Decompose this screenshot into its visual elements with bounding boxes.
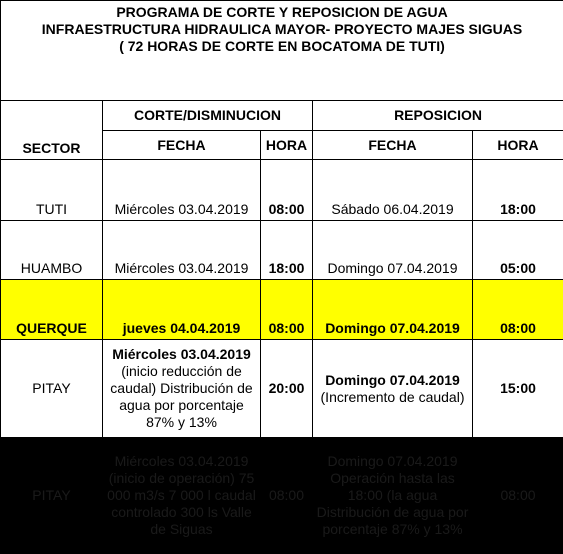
title-cell — [1, 1, 563, 101]
repo-hora-cell: 08:00 — [473, 280, 563, 340]
corte-fecha-cell: Miércoles 03.04.2019 (inicio de operación) 75 000 m3/s 7 000 l caudal controlado 300 ls Valle de Siguas — [103, 438, 261, 554]
sector-cell: TUTI — [1, 160, 103, 221]
repo-fecha-cell — [313, 340, 473, 438]
sector-cell: PITAY — [1, 340, 103, 438]
corte-fecha-note: (inicio reducción de caudal) Distribución de agua por porcentaje 87% y 13% — [105, 363, 258, 431]
corte-hora-header: HORA — [261, 131, 313, 160]
title-line-2: INFRAESTRUCTURA HIDRAULICA MAYOR- PROYECTO MAJES SIGUAS — [1, 21, 563, 38]
sector-cell: HUAMBO — [1, 221, 103, 280]
corte-hora-cell: 08:00 — [261, 438, 313, 554]
title-line-1: PROGRAMA DE CORTE Y REPOSICION DE AGUA — [1, 4, 563, 21]
repo-hora-cell: 15:00 — [473, 340, 563, 438]
table-row-highlighted — [1, 280, 563, 340]
title-row — [1, 1, 563, 101]
corte-fecha-cell: Miércoles 03.04.2019 — [103, 160, 261, 221]
corte-header: CORTE/DISMINUCION — [103, 101, 313, 131]
title-line-3: ( 72 HORAS DE CORTE EN BOCATOMA DE TUTI) — [1, 38, 563, 55]
table-row — [1, 221, 563, 280]
corte-fecha-cell: jueves 04.04.2019 — [103, 280, 261, 340]
repo-hora-cell: 08:00 — [473, 438, 563, 554]
repo-fecha-note: (Incremento de caudal) — [315, 389, 470, 406]
corte-hora-cell: 18:00 — [261, 221, 313, 280]
sector-cell: PITAY — [1, 438, 103, 554]
repo-fecha-cell: Domingo 07.04.2019 — [313, 280, 473, 340]
reposicion-header: REPOSICION — [313, 101, 563, 131]
repo-fecha-header: FECHA — [313, 131, 473, 160]
corte-hora-cell: 08:00 — [261, 160, 313, 221]
header-row-1 — [1, 101, 563, 131]
table-row — [1, 340, 563, 438]
corte-fecha-cell: Miércoles 03.04.2019 — [103, 221, 261, 280]
repo-hora-header: HORA — [473, 131, 563, 160]
redacted-row — [1, 438, 563, 554]
sector-header: SECTOR — [1, 101, 103, 160]
corte-fecha-date: Miércoles 03.04.2019 — [105, 346, 258, 363]
repo-fecha-cell: Domingo 07.04.2019 Operación hasta las 18:00 (la agua Distribución de agua por porcentaje 87% y 13% — [313, 438, 473, 554]
repo-fecha-cell: Sábado 06.04.2019 — [313, 160, 473, 221]
corte-fecha-cell — [103, 340, 261, 438]
repo-hora-cell: 18:00 — [473, 160, 563, 221]
table-row — [1, 160, 563, 221]
corte-hora-cell: 20:00 — [261, 340, 313, 438]
repo-fecha-date: Domingo 07.04.2019 — [315, 372, 470, 389]
sector-cell: QUERQUE — [1, 280, 103, 340]
corte-fecha-header: FECHA — [103, 131, 261, 160]
repo-fecha-cell: Domingo 07.04.2019 — [313, 221, 473, 280]
repo-hora-cell: 05:00 — [473, 221, 563, 280]
corte-hora-cell: 08:00 — [261, 280, 313, 340]
